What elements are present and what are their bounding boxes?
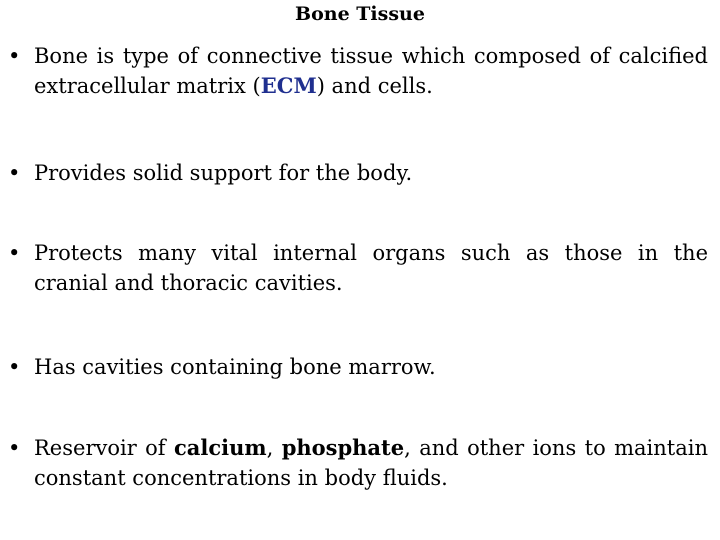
bullet-item-1 xyxy=(8,41,708,101)
bullet-item-2 xyxy=(8,158,708,188)
bullet-item-4 xyxy=(8,352,708,382)
bullet-text-1 xyxy=(34,41,708,101)
bullet-1-text-before: Bone is type of connective tissue which composed of calcified extracellular matrix ( xyxy=(34,44,708,98)
phosphate-term: phosphate xyxy=(281,435,405,460)
bullet-text-2: Provides solid support for the body. xyxy=(34,161,413,185)
bullet-1-text-after: ) and cells. xyxy=(316,74,433,98)
bullet-item-3 xyxy=(8,238,708,298)
bullet-5-text-before: Reservoir of xyxy=(34,436,174,460)
ecm-highlight: ECM xyxy=(260,73,317,98)
bullet-icon: • xyxy=(8,241,21,265)
calcium-term: calcium xyxy=(173,435,267,460)
bullet-5-text-after: , and other ions to maintain constant concentrations in body fluids. xyxy=(34,436,709,490)
bullet-text-3: Protects many vital internal organs such as those in the cranial and thoracic cavities. xyxy=(34,241,708,295)
bullet-5-text-mid: , xyxy=(266,436,282,460)
bullet-icon: • xyxy=(8,44,21,68)
slide-title: Bone Tissue xyxy=(295,3,425,25)
bullet-icon: • xyxy=(8,161,21,185)
bullet-text-4: Has cavities containing bone marrow. xyxy=(34,355,436,379)
bullet-text-5 xyxy=(34,433,708,493)
bullet-item-5 xyxy=(8,433,708,493)
bullet-icon: • xyxy=(8,355,21,379)
bullet-icon: • xyxy=(8,436,21,460)
